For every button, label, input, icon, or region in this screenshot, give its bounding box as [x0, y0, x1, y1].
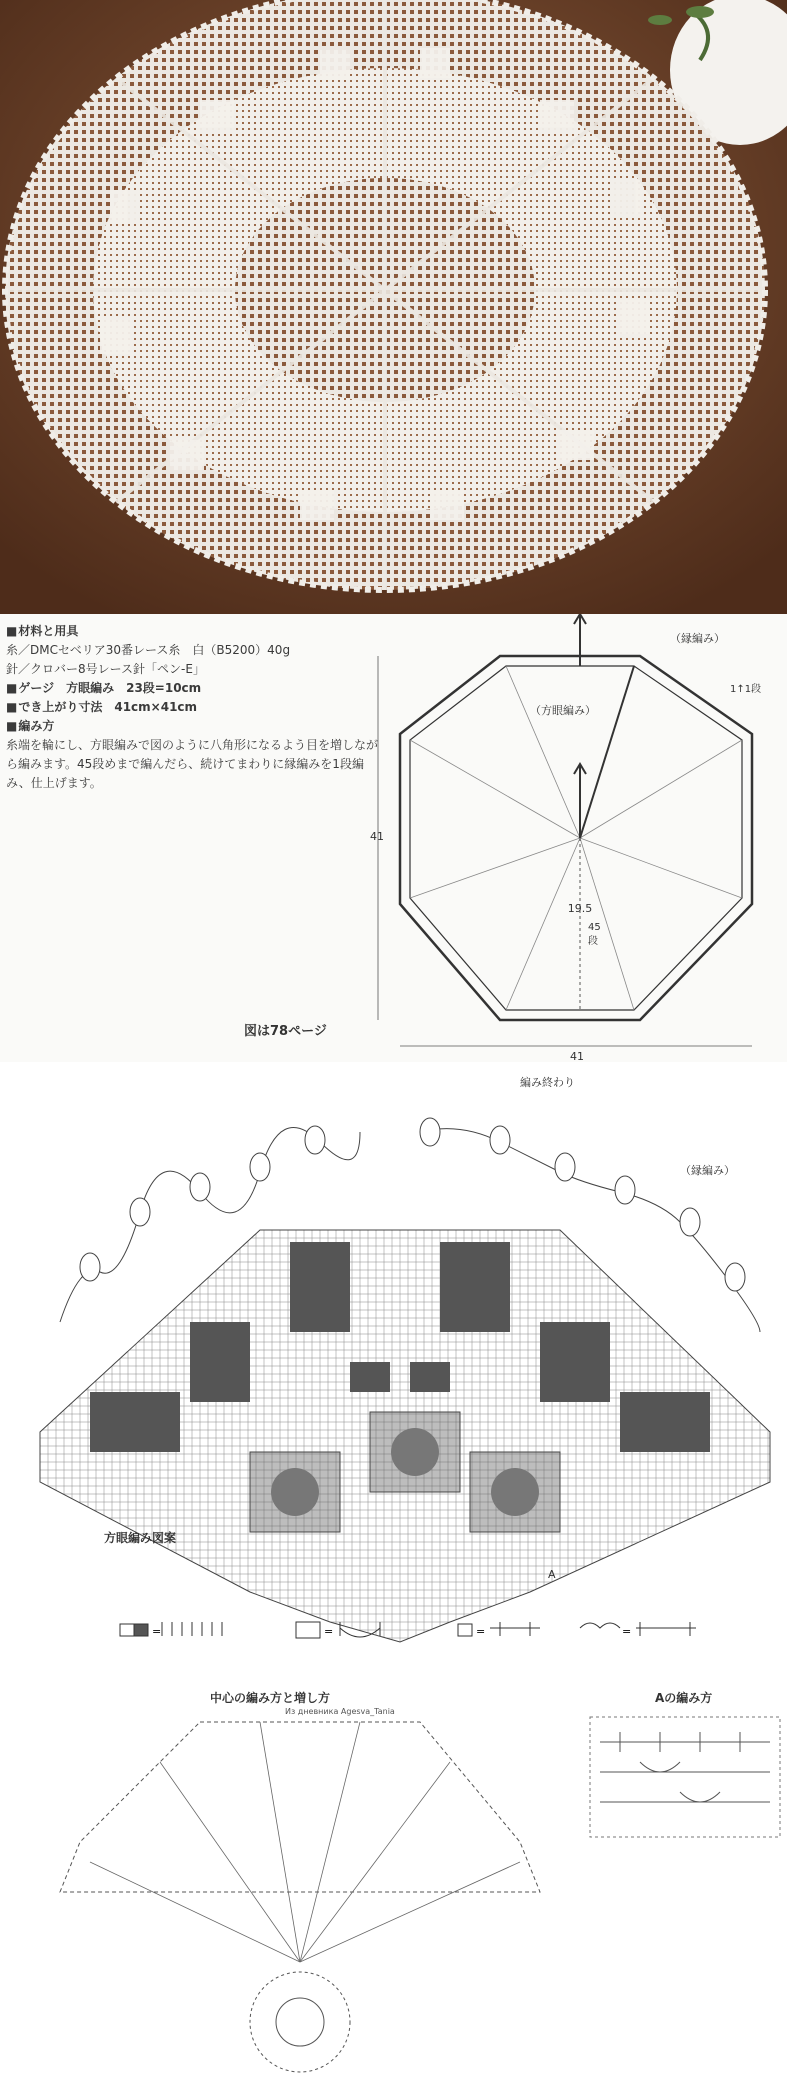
yarn-line: 糸／DMCセベリア30番レース糸 白（B5200）40g: [6, 643, 291, 657]
radius-label: 19.5: [567, 902, 593, 915]
center-ring: [250, 1972, 350, 2072]
edge-label: （縁編み）: [670, 632, 725, 645]
method-heading: ■ 編み方: [6, 717, 378, 736]
center-title: 中心の編み方と増し方: [210, 1691, 331, 1705]
center-diagram: [60, 1722, 540, 1892]
materials-heading: ■ 材料と用具: [6, 622, 378, 641]
finish-label: 編み終わり: [520, 1076, 575, 1089]
body-label: （方眼編み）: [530, 704, 596, 717]
materials-text: [6, 622, 378, 793]
doily-photo: [0, 0, 787, 614]
figure-reference: 図は78ページ: [244, 1024, 327, 1039]
octagon-diagram: [370, 614, 787, 1062]
materials-section: [0, 614, 787, 1062]
a-diagram: [590, 1717, 780, 1837]
svg-text:=: =: [152, 1625, 162, 1638]
method-text: 糸端を輪にし、方眼編みで図のように八角形になるよう目を増しながら編みます。45段めまで編んだら、続けてまわりに縁編みを1段編み、仕上げます。: [6, 738, 379, 790]
inner-octagon: [410, 666, 742, 1010]
a-title: Aの編み方: [655, 1691, 713, 1705]
height-label: 41: [370, 830, 384, 843]
rows-unit: 段: [588, 936, 598, 947]
gauge-line: ■ ゲージ 方眼編み 23段=10cm: [6, 679, 378, 698]
point-a: A: [548, 1568, 556, 1581]
grid-title: 方眼編み図案: [104, 1531, 177, 1545]
needle-line: 針／クロバー8号レース針「ペン-E」: [6, 662, 205, 676]
crochet-chart-section: [0, 1062, 787, 2084]
crochet-chart: [0, 1062, 787, 2084]
size-line: ■ でき上がり寸法 41cm×41cm: [6, 698, 378, 717]
svg-text:=: =: [622, 1625, 632, 1638]
chart-edge-label: （縁編み）: [680, 1164, 735, 1177]
row-label: 1↑1段: [730, 684, 762, 695]
width-label: 41: [570, 1050, 584, 1062]
svg-text:=: =: [324, 1625, 334, 1638]
rows-label: 45: [588, 922, 601, 933]
watermark: Из дневника Agesva_Tania: [285, 1707, 395, 1716]
svg-text:=: =: [476, 1625, 486, 1638]
